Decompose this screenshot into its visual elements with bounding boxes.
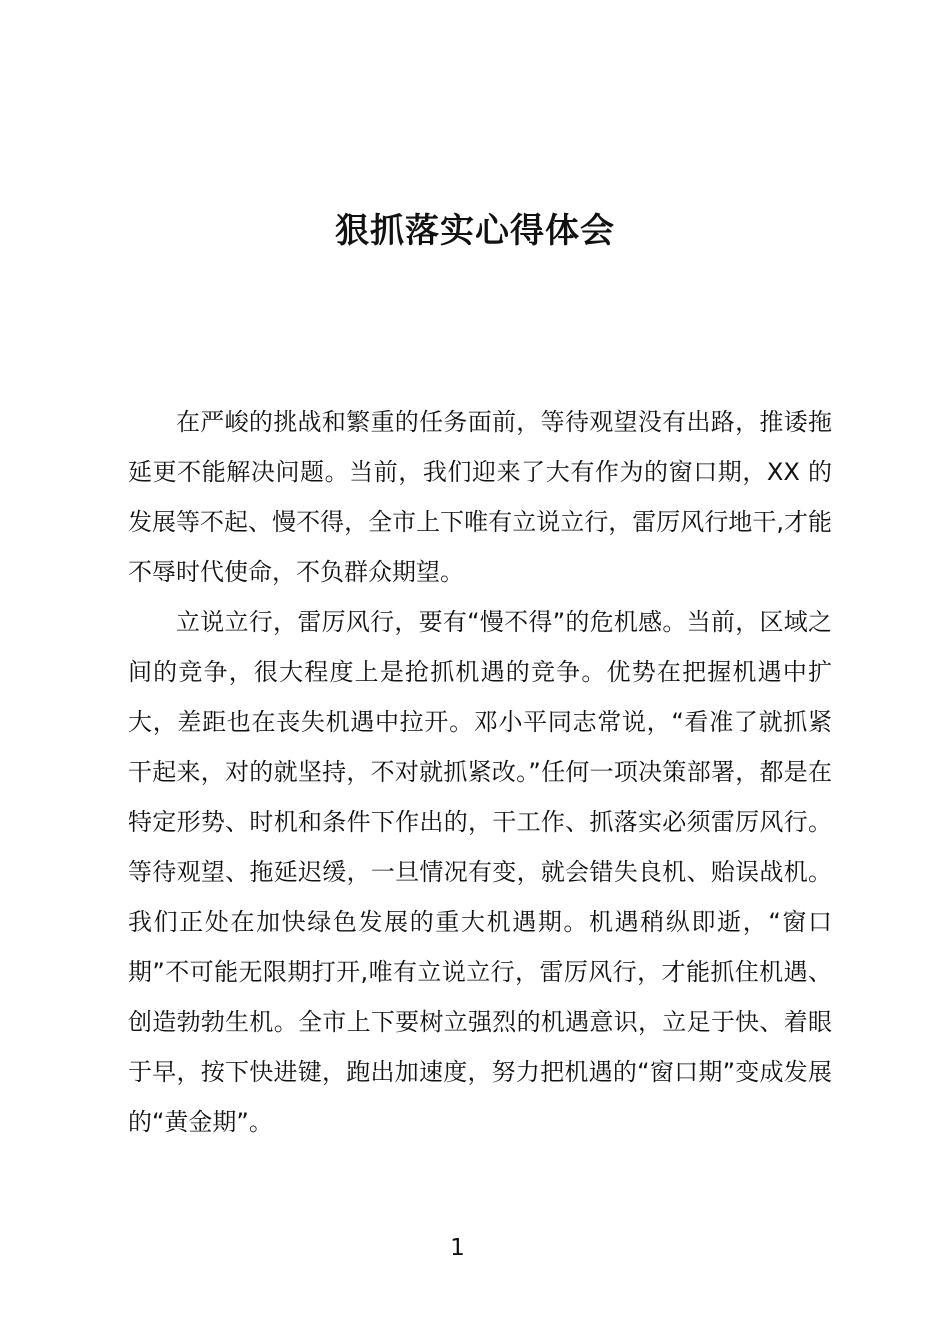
document-body [128,397,832,1147]
paragraph-2: 立说立行，雷厉风行，要有“慢不得”的危机感。当前，区域之间的竞争，很大程度上是抢抓机遇的竞争。优势在把握机遇中扩大，差距也在丧失机遇中拉开。邓小平同志常说，“看准了就抓紧干起来，对的就坚持，不对就抓紧改。”任何一项决策部署，都是在特定形势、时机和条件下作出的，干工作、抓落实必须雷厉风行。等待观望、拖延迟缓，一旦情况有变，就会错失良机、贻误战机。我们正处在加快绿色发展的重大机遇期。机遇稍纵即逝，“窗口期”不可能无限期打开,唯有立说立行，雷厉风行，才能抓住机遇、创造勃勃生机。全市上下要树立强烈的机遇意识，立足于快、着眼于早，按下快进键，跑出加速度，努力把机遇的“窗口期”变成发展的“黄金期”。 [128,608,832,1136]
page-number: 1 [450,1235,465,1261]
paragraph-1: 在严峻的挑战和繁重的任务面前，等待观望没有出路，推诿拖延更不能解决问题。当前，我们迎来了大有作为的窗口期，XX 的发展等不起、慢不得，全市上下唯有立说立行，雷厉风行地干,才能不辱时代使命，不负群众期望。 [128,408,832,586]
document-title: 狠抓落实心得体会 [335,211,615,251]
